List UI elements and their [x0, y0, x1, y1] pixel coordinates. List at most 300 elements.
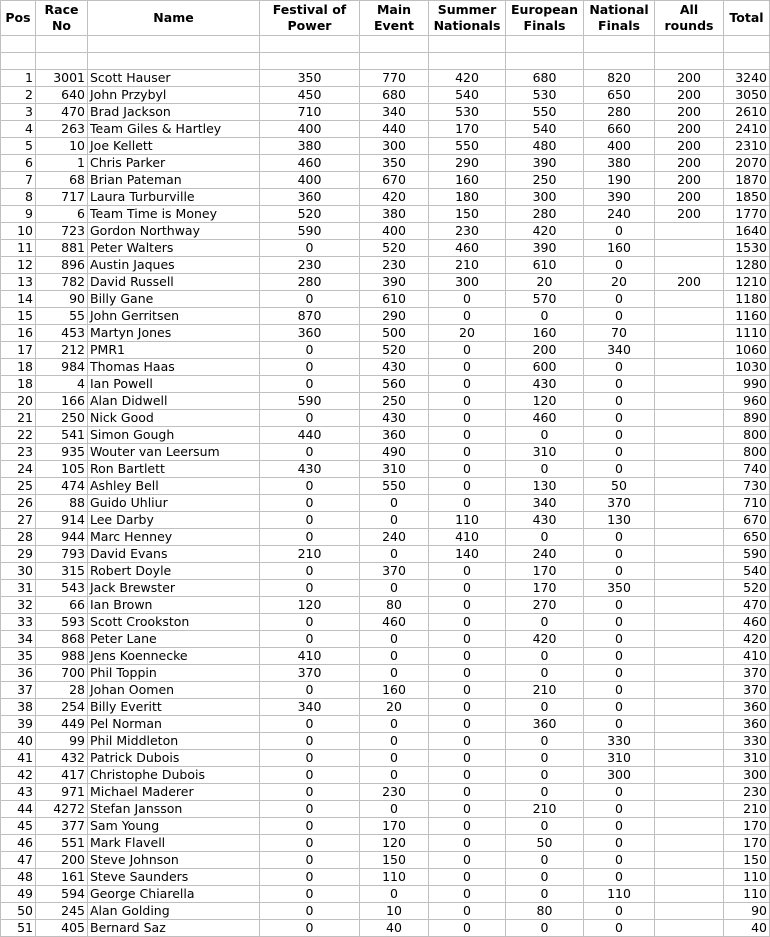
name-cell: Austin Jaques	[88, 257, 260, 274]
main-event-cell: 370	[360, 563, 429, 580]
summer-nationals-cell: 20	[429, 325, 506, 342]
table-row	[1, 665, 770, 682]
european-finals-cell: 390	[506, 155, 584, 172]
main-event-cell: 770	[360, 70, 429, 87]
all-rounds-cell	[655, 750, 724, 767]
race-no-cell: 245	[36, 903, 88, 920]
national-finals-cell: 110	[584, 886, 655, 903]
all-rounds-cell: 200	[655, 155, 724, 172]
european-finals-cell: 360	[506, 716, 584, 733]
all-rounds-cell	[655, 478, 724, 495]
summer-nationals-cell: 170	[429, 121, 506, 138]
pos-cell: 43	[1, 784, 36, 801]
main-event-cell: 670	[360, 172, 429, 189]
main-event-cell: 170	[360, 818, 429, 835]
name-cell: Team Time is Money	[88, 206, 260, 223]
festival-of-power-cell: 0	[260, 886, 360, 903]
table-row	[1, 767, 770, 784]
all-rounds-cell	[655, 410, 724, 427]
european-finals-cell: 390	[506, 240, 584, 257]
festival-of-power-cell: 0	[260, 614, 360, 631]
table-row	[1, 308, 770, 325]
summer-nationals-cell: 0	[429, 699, 506, 716]
national-finals-cell: 280	[584, 104, 655, 121]
pos-cell: 47	[1, 852, 36, 869]
pos-cell: 8	[1, 189, 36, 206]
total-cell: 2310	[724, 138, 770, 155]
table-row	[1, 580, 770, 597]
all-rounds-cell	[655, 257, 724, 274]
all-rounds-cell	[655, 648, 724, 665]
table-row	[1, 546, 770, 563]
main-event-cell: 0	[360, 648, 429, 665]
table-row	[1, 529, 770, 546]
name-cell: Stefan Jansson	[88, 801, 260, 818]
festival-of-power-cell: 230	[260, 257, 360, 274]
pos-cell: 12	[1, 257, 36, 274]
pos-cell: 18	[1, 376, 36, 393]
name-cell: Team Giles & Hartley	[88, 121, 260, 138]
total-cell: 1870	[724, 172, 770, 189]
european-finals-cell: 0	[506, 529, 584, 546]
all-rounds-cell	[655, 240, 724, 257]
name-cell: Jack Brewster	[88, 580, 260, 597]
main-event-cell: 160	[360, 682, 429, 699]
name-cell: Peter Lane	[88, 631, 260, 648]
all-rounds-cell	[655, 682, 724, 699]
name-cell: Mark Flavell	[88, 835, 260, 852]
pos-cell: 5	[1, 138, 36, 155]
race-no-cell: 700	[36, 665, 88, 682]
name-cell: Robert Doyle	[88, 563, 260, 580]
pos-cell: 37	[1, 682, 36, 699]
main-event-cell: 0	[360, 716, 429, 733]
total-cell: 710	[724, 495, 770, 512]
summer-nationals-cell: 550	[429, 138, 506, 155]
festival-of-power-cell: 0	[260, 495, 360, 512]
pos-cell: 18	[1, 359, 36, 376]
national-finals-cell: 0	[584, 444, 655, 461]
name-cell: David Evans	[88, 546, 260, 563]
race-no-cell: 984	[36, 359, 88, 376]
total-cell: 2610	[724, 104, 770, 121]
european-finals-cell: 210	[506, 801, 584, 818]
summer-nationals-cell: 180	[429, 189, 506, 206]
spacer-cell	[36, 53, 88, 70]
pos-cell: 46	[1, 835, 36, 852]
national-finals-cell: 0	[584, 699, 655, 716]
festival-of-power-cell: 0	[260, 801, 360, 818]
pos-cell: 44	[1, 801, 36, 818]
total-cell: 360	[724, 699, 770, 716]
main-event-cell: 490	[360, 444, 429, 461]
european-finals-cell: 340	[506, 495, 584, 512]
festival-of-power-cell: 0	[260, 410, 360, 427]
pos-cell: 51	[1, 920, 36, 937]
spacer-cell	[88, 36, 260, 53]
european-finals-cell: 0	[506, 767, 584, 784]
summer-nationals-cell: 0	[429, 903, 506, 920]
summer-nationals-cell: 410	[429, 529, 506, 546]
total-cell: 1210	[724, 274, 770, 291]
name-cell: Patrick Dubois	[88, 750, 260, 767]
national-finals-cell: 0	[584, 529, 655, 546]
race-no-cell: 594	[36, 886, 88, 903]
festival-of-power-cell: 210	[260, 546, 360, 563]
national-finals-cell: 330	[584, 733, 655, 750]
table-row	[1, 512, 770, 529]
pos-cell: 42	[1, 767, 36, 784]
name-cell: Simon Gough	[88, 427, 260, 444]
table-row	[1, 376, 770, 393]
festival-of-power-cell: 0	[260, 750, 360, 767]
all-rounds-cell: 200	[655, 138, 724, 155]
european-finals-cell: 0	[506, 733, 584, 750]
main-event-cell: 0	[360, 512, 429, 529]
national-finals-cell: 0	[584, 257, 655, 274]
total-cell: 1640	[724, 223, 770, 240]
spacer-row	[1, 36, 770, 53]
european-finals-cell: 170	[506, 580, 584, 597]
name-cell: Laura Turburville	[88, 189, 260, 206]
pos-cell: 32	[1, 597, 36, 614]
european-finals-cell: 540	[506, 121, 584, 138]
national-finals-cell: 0	[584, 920, 655, 937]
all-rounds-cell	[655, 920, 724, 937]
all-rounds-cell	[655, 529, 724, 546]
table-row	[1, 495, 770, 512]
summer-nationals-cell: 0	[429, 342, 506, 359]
race-no-cell: 474	[36, 478, 88, 495]
name-cell: Pel Norman	[88, 716, 260, 733]
table-row	[1, 87, 770, 104]
summer-nationals-cell: 0	[429, 410, 506, 427]
european-finals-cell: 0	[506, 699, 584, 716]
pos-cell: 4	[1, 121, 36, 138]
national-finals-cell: 0	[584, 631, 655, 648]
total-cell: 110	[724, 869, 770, 886]
total-cell: 520	[724, 580, 770, 597]
pos-cell: 34	[1, 631, 36, 648]
main-event-cell: 430	[360, 359, 429, 376]
pos-cell: 26	[1, 495, 36, 512]
summer-nationals-cell: 0	[429, 818, 506, 835]
european-finals-cell: 0	[506, 886, 584, 903]
name-cell: Jens Koennecke	[88, 648, 260, 665]
name-cell: Ian Brown	[88, 597, 260, 614]
european-finals-cell: 420	[506, 223, 584, 240]
race-no-cell: 90	[36, 291, 88, 308]
summer-nationals-cell: 0	[429, 920, 506, 937]
table-row	[1, 631, 770, 648]
total-cell: 1530	[724, 240, 770, 257]
all-rounds-cell	[655, 801, 724, 818]
name-cell: Thomas Haas	[88, 359, 260, 376]
main-event-cell: 0	[360, 495, 429, 512]
all-rounds-cell: 200	[655, 87, 724, 104]
name-cell: John Gerritsen	[88, 308, 260, 325]
main-event-cell: 520	[360, 240, 429, 257]
festival-of-power-cell: 370	[260, 665, 360, 682]
race-no-cell: 212	[36, 342, 88, 359]
name-cell: Scott Crookston	[88, 614, 260, 631]
race-no-cell: 6	[36, 206, 88, 223]
main-event-cell: 150	[360, 852, 429, 869]
name-cell: Alan Didwell	[88, 393, 260, 410]
main-event-cell: 230	[360, 784, 429, 801]
total-cell: 1060	[724, 342, 770, 359]
summer-nationals-cell: 0	[429, 393, 506, 410]
name-cell: Sam Young	[88, 818, 260, 835]
pos-cell: 15	[1, 308, 36, 325]
national-finals-cell: 0	[584, 291, 655, 308]
european-finals-cell: 460	[506, 410, 584, 427]
national-finals-cell: 160	[584, 240, 655, 257]
total-cell: 170	[724, 835, 770, 852]
summer-nationals-cell: 290	[429, 155, 506, 172]
festival-of-power-cell: 430	[260, 461, 360, 478]
pos-cell: 38	[1, 699, 36, 716]
national-finals-cell: 70	[584, 325, 655, 342]
main-event-cell: 520	[360, 342, 429, 359]
all-rounds-cell	[655, 444, 724, 461]
pos-cell: 14	[1, 291, 36, 308]
total-cell: 230	[724, 784, 770, 801]
national-finals-cell: 0	[584, 614, 655, 631]
total-cell: 330	[724, 733, 770, 750]
european-finals-cell: 0	[506, 920, 584, 937]
summer-nationals-cell: 460	[429, 240, 506, 257]
summer-nationals-cell: 0	[429, 597, 506, 614]
summer-nationals-cell: 110	[429, 512, 506, 529]
summer-nationals-cell: 0	[429, 767, 506, 784]
festival-of-power-cell: 120	[260, 597, 360, 614]
national-finals-cell: 50	[584, 478, 655, 495]
summer-nationals-cell: 300	[429, 274, 506, 291]
national-finals-cell: 0	[584, 818, 655, 835]
festival-of-power-cell: 280	[260, 274, 360, 291]
name-cell: Brian Pateman	[88, 172, 260, 189]
festival-of-power-cell: 0	[260, 631, 360, 648]
race-no-cell: 88	[36, 495, 88, 512]
summer-nationals-cell: 0	[429, 801, 506, 818]
total-cell: 40	[724, 920, 770, 937]
race-no-cell: 55	[36, 308, 88, 325]
total-cell: 730	[724, 478, 770, 495]
table-row	[1, 733, 770, 750]
header-total: Total	[724, 1, 770, 36]
all-rounds-cell: 200	[655, 274, 724, 291]
table-row	[1, 563, 770, 580]
total-cell: 2410	[724, 121, 770, 138]
name-cell: Bernard Saz	[88, 920, 260, 937]
table-row	[1, 444, 770, 461]
table-row	[1, 614, 770, 631]
festival-of-power-cell: 0	[260, 767, 360, 784]
main-event-cell: 430	[360, 410, 429, 427]
festival-of-power-cell: 520	[260, 206, 360, 223]
table-row	[1, 325, 770, 342]
race-no-cell: 4272	[36, 801, 88, 818]
festival-of-power-cell: 410	[260, 648, 360, 665]
header-summer-nationals: Summer Nationals	[429, 1, 506, 36]
national-finals-cell: 0	[584, 682, 655, 699]
summer-nationals-cell: 140	[429, 546, 506, 563]
pos-cell: 36	[1, 665, 36, 682]
national-finals-cell: 0	[584, 461, 655, 478]
spacer-cell	[655, 36, 724, 53]
name-cell: Martyn Jones	[88, 325, 260, 342]
all-rounds-cell: 200	[655, 104, 724, 121]
summer-nationals-cell: 0	[429, 665, 506, 682]
header-all-rounds: All rounds	[655, 1, 724, 36]
festival-of-power-cell: 590	[260, 223, 360, 240]
pos-cell: 1	[1, 70, 36, 87]
pos-cell: 11	[1, 240, 36, 257]
main-event-cell: 240	[360, 529, 429, 546]
summer-nationals-cell: 160	[429, 172, 506, 189]
race-no-cell: 914	[36, 512, 88, 529]
pos-cell: 24	[1, 461, 36, 478]
all-rounds-cell: 200	[655, 189, 724, 206]
name-cell: Wouter van Leersum	[88, 444, 260, 461]
table-row	[1, 920, 770, 937]
race-no-cell: 896	[36, 257, 88, 274]
festival-of-power-cell: 870	[260, 308, 360, 325]
european-finals-cell: 680	[506, 70, 584, 87]
pos-cell: 23	[1, 444, 36, 461]
spacer-cell	[584, 53, 655, 70]
total-cell: 1180	[724, 291, 770, 308]
table-row	[1, 597, 770, 614]
summer-nationals-cell: 230	[429, 223, 506, 240]
european-finals-cell: 0	[506, 461, 584, 478]
total-cell: 990	[724, 376, 770, 393]
all-rounds-cell	[655, 461, 724, 478]
name-cell: Alan Golding	[88, 903, 260, 920]
european-finals-cell: 0	[506, 308, 584, 325]
table-row	[1, 274, 770, 291]
festival-of-power-cell: 0	[260, 376, 360, 393]
table-row	[1, 461, 770, 478]
name-cell: PMR1	[88, 342, 260, 359]
table-row	[1, 750, 770, 767]
name-cell: Michael Maderer	[88, 784, 260, 801]
all-rounds-cell	[655, 767, 724, 784]
all-rounds-cell	[655, 291, 724, 308]
total-cell: 740	[724, 461, 770, 478]
all-rounds-cell	[655, 427, 724, 444]
main-event-cell: 250	[360, 393, 429, 410]
race-no-cell: 470	[36, 104, 88, 121]
table-row	[1, 104, 770, 121]
national-finals-cell: 350	[584, 580, 655, 597]
summer-nationals-cell: 0	[429, 784, 506, 801]
pos-cell: 28	[1, 529, 36, 546]
main-event-cell: 500	[360, 325, 429, 342]
name-cell: Phil Middleton	[88, 733, 260, 750]
all-rounds-cell	[655, 818, 724, 835]
total-cell: 1280	[724, 257, 770, 274]
european-finals-cell: 600	[506, 359, 584, 376]
name-cell: Steve Saunders	[88, 869, 260, 886]
table-row	[1, 784, 770, 801]
name-cell: Steve Johnson	[88, 852, 260, 869]
national-finals-cell: 0	[584, 427, 655, 444]
national-finals-cell: 0	[584, 359, 655, 376]
festival-of-power-cell: 590	[260, 393, 360, 410]
race-no-cell: 541	[36, 427, 88, 444]
pos-cell: 50	[1, 903, 36, 920]
all-rounds-cell	[655, 308, 724, 325]
main-event-cell: 340	[360, 104, 429, 121]
national-finals-cell: 0	[584, 784, 655, 801]
festival-of-power-cell: 0	[260, 852, 360, 869]
national-finals-cell: 370	[584, 495, 655, 512]
pos-cell: 3	[1, 104, 36, 121]
total-cell: 960	[724, 393, 770, 410]
all-rounds-cell	[655, 614, 724, 631]
summer-nationals-cell: 530	[429, 104, 506, 121]
table-row	[1, 716, 770, 733]
total-cell: 370	[724, 665, 770, 682]
summer-nationals-cell: 0	[429, 427, 506, 444]
all-rounds-cell	[655, 223, 724, 240]
festival-of-power-cell: 0	[260, 784, 360, 801]
table-row	[1, 172, 770, 189]
header-main-event: Main Event	[360, 1, 429, 36]
race-no-cell: 4	[36, 376, 88, 393]
race-no-cell: 793	[36, 546, 88, 563]
european-finals-cell: 50	[506, 835, 584, 852]
table-row	[1, 291, 770, 308]
summer-nationals-cell: 0	[429, 359, 506, 376]
festival-of-power-cell: 0	[260, 733, 360, 750]
national-finals-cell: 130	[584, 512, 655, 529]
all-rounds-cell	[655, 869, 724, 886]
header-name: Name	[88, 1, 260, 36]
total-cell: 590	[724, 546, 770, 563]
festival-of-power-cell: 460	[260, 155, 360, 172]
pos-cell: 25	[1, 478, 36, 495]
all-rounds-cell	[655, 733, 724, 750]
main-event-cell: 0	[360, 801, 429, 818]
national-finals-cell: 0	[584, 852, 655, 869]
pos-cell: 17	[1, 342, 36, 359]
summer-nationals-cell: 0	[429, 376, 506, 393]
race-no-cell: 593	[36, 614, 88, 631]
all-rounds-cell: 200	[655, 121, 724, 138]
national-finals-cell: 0	[584, 835, 655, 852]
festival-of-power-cell: 340	[260, 699, 360, 716]
festival-of-power-cell: 0	[260, 342, 360, 359]
national-finals-cell: 0	[584, 410, 655, 427]
summer-nationals-cell: 0	[429, 682, 506, 699]
european-finals-cell: 210	[506, 682, 584, 699]
national-finals-cell: 0	[584, 597, 655, 614]
festival-of-power-cell: 0	[260, 240, 360, 257]
national-finals-cell: 240	[584, 206, 655, 223]
european-finals-cell: 270	[506, 597, 584, 614]
pos-cell: 20	[1, 393, 36, 410]
total-cell: 540	[724, 563, 770, 580]
main-event-cell: 0	[360, 580, 429, 597]
total-cell: 1030	[724, 359, 770, 376]
total-cell: 1770	[724, 206, 770, 223]
summer-nationals-cell: 0	[429, 563, 506, 580]
summer-nationals-cell: 0	[429, 869, 506, 886]
race-no-cell: 405	[36, 920, 88, 937]
